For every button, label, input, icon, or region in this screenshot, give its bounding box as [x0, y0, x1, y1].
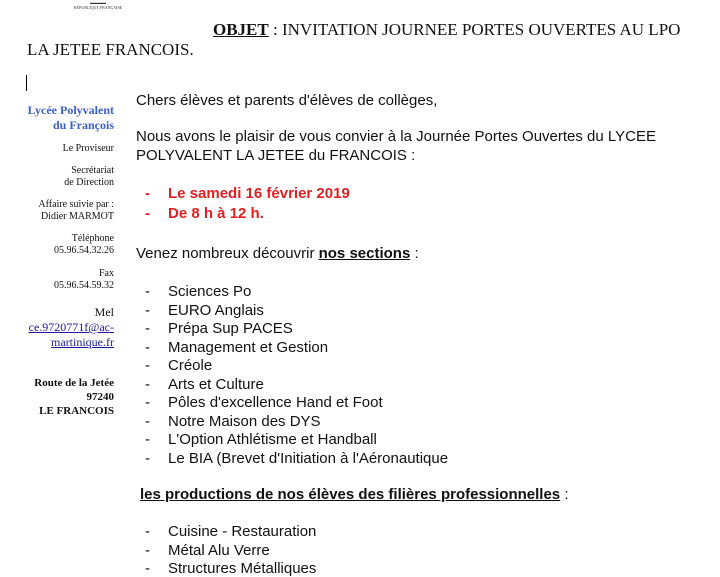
- sections-heading: nos sections: [318, 245, 411, 262]
- email-link[interactable]: ce.9720771f@ac- martinique.fr: [28, 320, 114, 349]
- affaire-name: Didier MARMOT: [40, 211, 114, 222]
- telephone: [54, 233, 114, 257]
- list-item: - Le BIA (Brevet d'Initiation à l'Aéronautique: [145, 449, 449, 467]
- school-line2: du François: [52, 118, 114, 132]
- school-line1: Lycée Polyvalent: [27, 103, 114, 117]
- mel-label: Mel: [94, 305, 114, 319]
- event-date: - Le samedi 16 février 2019: [145, 185, 350, 202]
- event-hours: - De 8 h à 12 h.: [145, 205, 264, 222]
- subject-continuation: LA JETEE FRANCOIS.: [27, 40, 194, 59]
- logo-text: RÉPUBLIQUE FRANÇAISE: [74, 5, 123, 10]
- addr-line1: Route de la Jetée: [34, 377, 114, 389]
- affaire: [38, 199, 114, 223]
- fax-number: 05.96.54.59.32: [54, 280, 114, 291]
- greeting: Chers élèves et parents d'élèves de collèges,: [136, 92, 438, 109]
- list-item: - Métal Alu Verre: [145, 541, 270, 559]
- list-item: - Pôles d'excellence Hand et Foot: [145, 394, 383, 411]
- list-item: - Créole: [145, 357, 213, 374]
- list-item: - L'Option Athlétisme et Handball: [145, 431, 377, 448]
- republique-logo: ▬▬▬▬ RÉPUBLIQUE FRANÇAISE: [74, 0, 123, 10]
- fax: [54, 268, 114, 292]
- list-item: - Cuisine - Restauration: [145, 523, 317, 540]
- intro-line1: Nous avons le plaisir de vous convier à la Journée Portes Ouvertes du LYCEE: [136, 128, 656, 145]
- secretariat-line2: de Direction: [64, 177, 114, 188]
- affaire-label: Affaire suivie par :: [38, 199, 114, 210]
- subject-line: [213, 20, 680, 40]
- list-item: - Arts et Culture: [145, 375, 264, 393]
- list-item: - Prépa Sup PACES: [145, 320, 293, 337]
- fax-label: Fax: [99, 268, 114, 279]
- addr-line3: LE FRANCOIS: [39, 405, 114, 417]
- proviseur: Le Proviseur: [62, 143, 114, 154]
- tel-label: Téléphone: [71, 233, 114, 244]
- tel-number: 05.96.54.32.26: [54, 245, 114, 256]
- school-name: [28, 103, 114, 133]
- list-item: - Management et Gestion: [145, 338, 329, 356]
- list-item: - EURO Anglais: [145, 301, 264, 319]
- email: [29, 305, 114, 350]
- secretariat-line1: Secrétariat: [71, 165, 114, 176]
- secretariat: [64, 165, 114, 189]
- venez-line: Venez nombreux découvrir nos sections :: [136, 245, 419, 262]
- objet-text: : INVITATION JOURNEE PORTES OUVERTES AU LPO: [268, 20, 681, 39]
- intro-line2: POLYVALENT LA JETEE du FRANCOIS :: [136, 147, 416, 164]
- address: [34, 376, 114, 418]
- list-item: - Sciences Po: [145, 283, 252, 300]
- list-item: - Notre Maison des DYS: [145, 412, 321, 430]
- text-cursor: [26, 75, 27, 91]
- addr-line2: 97240: [86, 391, 114, 403]
- productions-heading: les productions de nos élèves des filières professionnelles :: [140, 486, 569, 503]
- list-item: - Structures Métalliques: [145, 560, 317, 577]
- objet-label: OBJET: [213, 20, 269, 39]
